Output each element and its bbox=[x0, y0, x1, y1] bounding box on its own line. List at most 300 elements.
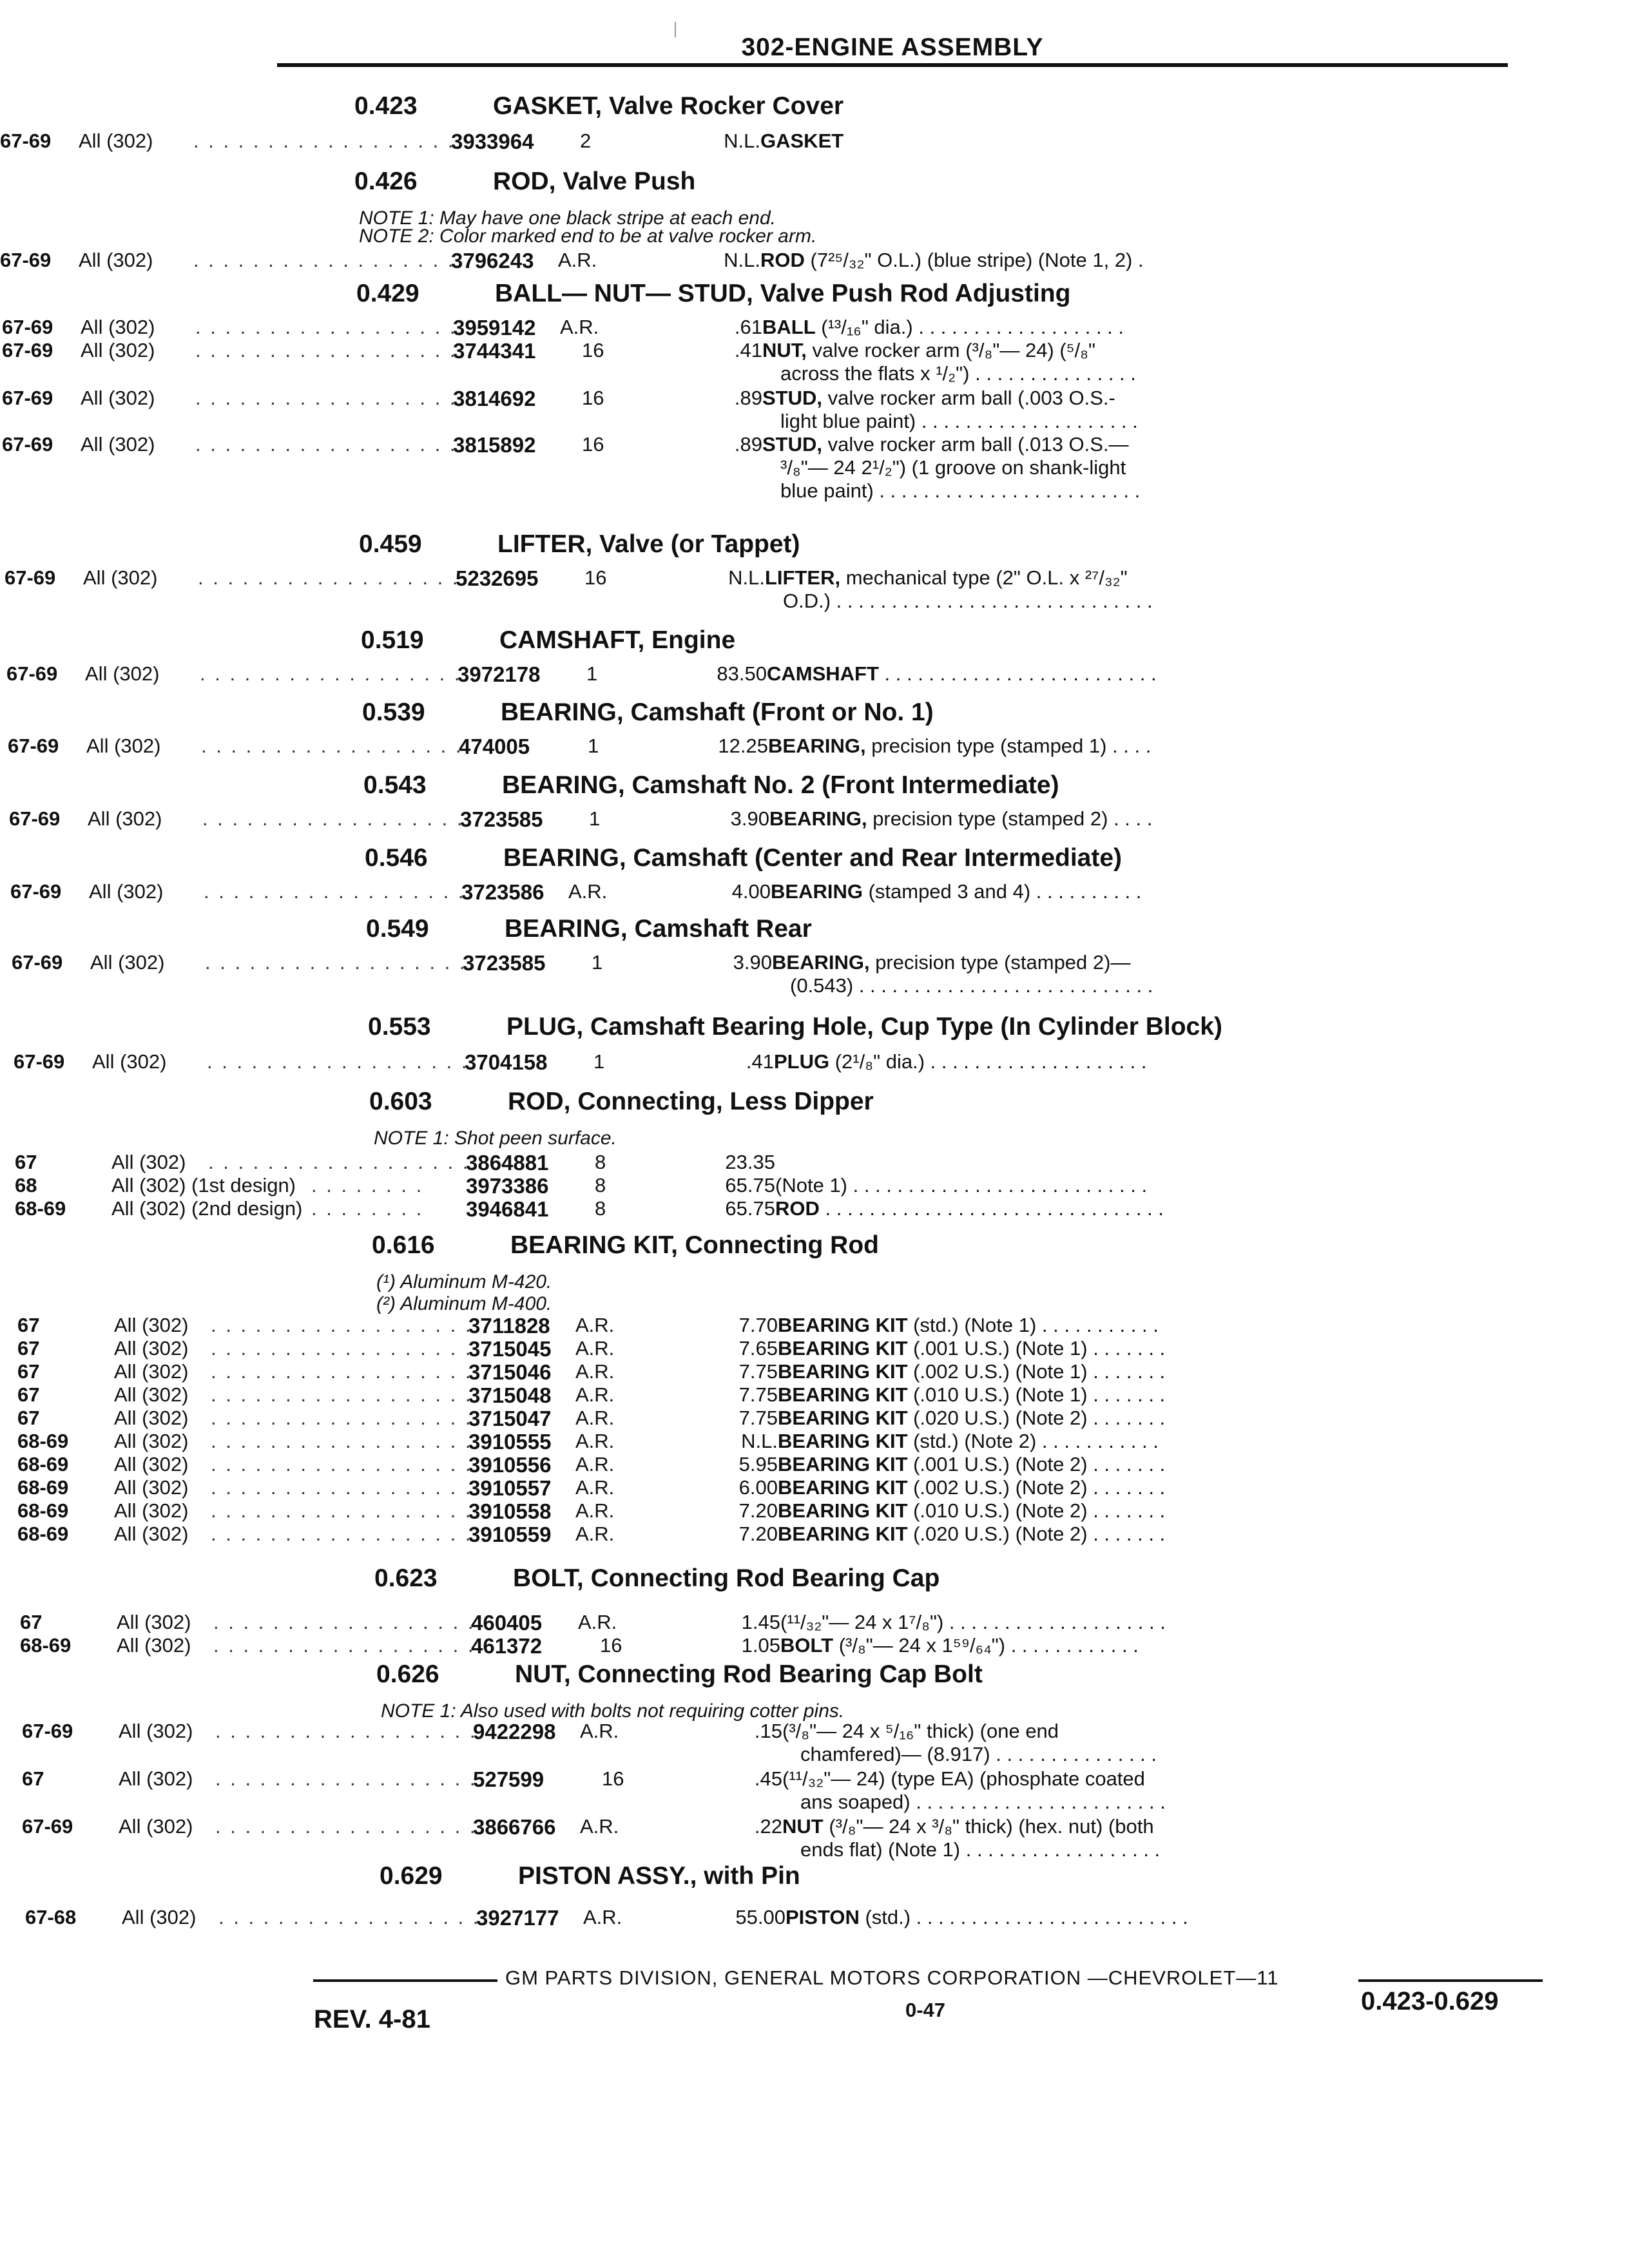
part-row bbox=[0, 1050, 1629, 1075]
model-description: All (302) bbox=[81, 387, 155, 409]
description-text: (.001 U.S.) (Note 2) . . . . . . . bbox=[907, 1453, 1166, 1475]
description-keyword: BEARING KIT bbox=[778, 1430, 908, 1452]
section-note: NOTE 2: Color marked end to be at valve rocker arm. bbox=[359, 226, 817, 247]
description-keyword: LIFTER, bbox=[765, 566, 841, 589]
model-description: All (302) bbox=[119, 1767, 193, 1790]
leader-dots: . . . . . . . . . . . . . . . . . . bbox=[201, 735, 463, 757]
model-years: 67-69 bbox=[2, 316, 53, 338]
description-text: (¹¹/₃₂"— 24) (type EA) (phosphate coated bbox=[782, 1767, 1145, 1790]
description-continuation: chamfered)— (8.917) . . . . . . . . . . . . . . . bbox=[800, 1743, 1157, 1765]
price: .45 bbox=[754, 1767, 782, 1790]
price: N.L. bbox=[728, 566, 765, 589]
leader-dots: . . . . . . . . . . . . . . . . . . bbox=[207, 1050, 469, 1073]
part-row bbox=[0, 1430, 1629, 1454]
model-description: All (302) bbox=[79, 249, 153, 271]
model-description: All (302) bbox=[117, 1611, 191, 1633]
part-row bbox=[0, 1383, 1629, 1408]
footer-rule-right bbox=[1358, 1979, 1543, 1982]
leader-dots: . . . . . . . . . . . . . . . . . . bbox=[211, 1476, 473, 1499]
part-row bbox=[0, 1360, 1629, 1385]
part-description bbox=[778, 1407, 1165, 1430]
quantity: A.R. bbox=[580, 1720, 619, 1742]
part-number: 3796243 bbox=[451, 249, 534, 273]
model-description: All (302) bbox=[111, 1151, 186, 1173]
part-description bbox=[778, 1453, 1165, 1476]
section-name: BOLT, Connecting Rod Bearing Cap bbox=[513, 1564, 940, 1592]
section-heading bbox=[368, 1013, 1222, 1046]
quantity: 16 bbox=[582, 339, 604, 361]
description-keyword: ROD bbox=[775, 1197, 820, 1220]
model-years: 67-69 bbox=[0, 130, 52, 152]
model-description: All (302) bbox=[114, 1499, 189, 1522]
quantity: 1 bbox=[588, 735, 599, 757]
section-note: (²) Aluminum M-400. bbox=[376, 1293, 552, 1314]
part-row bbox=[0, 1720, 1629, 1765]
description-keyword: BEARING bbox=[771, 880, 863, 903]
part-number: 3723585 bbox=[460, 807, 543, 831]
part-description bbox=[775, 1174, 1147, 1197]
part-row bbox=[0, 1197, 1629, 1222]
description-text: valve rocker arm ball (.003 O.S.- bbox=[822, 387, 1115, 409]
quantity: A.R. bbox=[575, 1476, 615, 1499]
model-years: 67-69 bbox=[0, 249, 52, 271]
part-number: 3910558 bbox=[468, 1499, 552, 1523]
description-keyword: PLUG bbox=[774, 1050, 830, 1073]
price: 7.75 bbox=[738, 1383, 778, 1406]
description-text: . . . . . . . . . . . . . . . . . . . . . . . . . . . . . . . bbox=[819, 1197, 1164, 1220]
leader-dots: . . . . . . . . . . . . . . . . . . bbox=[195, 387, 458, 409]
price: 83.50 bbox=[717, 662, 767, 685]
price: 3.90 bbox=[730, 807, 769, 830]
model-years: 67 bbox=[20, 1611, 43, 1633]
section-heading bbox=[366, 915, 812, 948]
part-number: 3864881 bbox=[466, 1151, 549, 1175]
model-description: All (302) bbox=[114, 1476, 189, 1499]
description-continuation: ³/₈"— 24 2¹/₂") (1 groove on shank-light bbox=[780, 456, 1126, 479]
model-description: All (302) bbox=[86, 735, 161, 757]
model-description: All (302) bbox=[85, 662, 160, 685]
part-number: 3723586 bbox=[461, 880, 545, 904]
model-description: All (302) bbox=[119, 1815, 193, 1838]
description-keyword: NUT bbox=[782, 1815, 824, 1838]
part-row bbox=[0, 1767, 1629, 1813]
part-row bbox=[0, 1634, 1629, 1658]
quantity: 1 bbox=[593, 1050, 605, 1073]
footer-page-number: 0-47 bbox=[905, 1999, 946, 2021]
model-description: All (302) bbox=[88, 807, 162, 830]
part-number: 461372 bbox=[471, 1634, 543, 1658]
part-number: 3715047 bbox=[468, 1407, 552, 1430]
quantity: A.R. bbox=[560, 316, 599, 338]
section-name: NUT, Connecting Rod Bearing Cap Bolt bbox=[515, 1660, 983, 1688]
model-years: 68-69 bbox=[15, 1197, 66, 1220]
model-years: 67-69 bbox=[2, 387, 53, 409]
part-section bbox=[0, 1013, 1629, 1074]
model-description: All (302) bbox=[90, 951, 165, 974]
price: .89 bbox=[734, 433, 762, 456]
part-row bbox=[0, 1453, 1629, 1477]
description-text: (³/₈"— 24 x 1⁵⁹/₆₄") . . . . . . . . . . . . bbox=[833, 1634, 1139, 1657]
description-text: mechanical type (2" O.L. x ²⁷/₃₂" bbox=[840, 566, 1128, 589]
leader-dots: . . . . . . . . . . . . . . . . . . bbox=[211, 1499, 473, 1522]
model-description: All (302) bbox=[119, 1720, 193, 1742]
price: 3.90 bbox=[733, 951, 772, 974]
section-name: ROD, Valve Push bbox=[493, 168, 696, 195]
model-description: All (302) bbox=[114, 1407, 189, 1429]
part-description bbox=[774, 1050, 1147, 1073]
part-row bbox=[0, 1815, 1629, 1861]
description-keyword: BEARING KIT bbox=[778, 1407, 908, 1429]
part-number: 3910559 bbox=[468, 1523, 552, 1546]
part-description bbox=[780, 1634, 1139, 1657]
model-description: All (302) bbox=[81, 339, 155, 361]
leader-dots: . . . . . . . . . . . . . . . . . . bbox=[198, 566, 460, 589]
description-continuation: ends flat) (Note 1) . . . . . . . . . . . . . . . . . . bbox=[800, 1838, 1161, 1861]
quantity: A.R. bbox=[575, 1523, 615, 1545]
description-text: (stamped 3 and 4) . . . . . . . . . . bbox=[862, 880, 1142, 903]
part-number: 474005 bbox=[459, 735, 530, 758]
quantity: 8 bbox=[595, 1151, 606, 1173]
model-years: 67 bbox=[17, 1337, 40, 1360]
description-keyword: STUD, bbox=[762, 387, 822, 409]
part-row bbox=[0, 807, 1629, 832]
description-keyword: BEARING KIT bbox=[778, 1476, 908, 1499]
part-description bbox=[769, 807, 1152, 831]
section-heading bbox=[362, 698, 934, 732]
model-description: All (302) bbox=[83, 566, 158, 589]
part-section bbox=[0, 1088, 1629, 1221]
quantity: A.R. bbox=[575, 1453, 615, 1475]
part-number: 3933964 bbox=[451, 130, 534, 153]
model-description: All (302) bbox=[81, 433, 155, 456]
description-keyword: BEARING KIT bbox=[778, 1360, 908, 1383]
part-description bbox=[762, 339, 1095, 362]
leader-dots: . . . . . . . . . . . . . . . . . . bbox=[211, 1360, 473, 1383]
part-row bbox=[0, 662, 1629, 687]
leader-dots: . . . . . . . . . . . . . . . . . . bbox=[195, 339, 458, 361]
description-text: (std.) (Note 1) . . . . . . . . . . . bbox=[907, 1314, 1159, 1336]
description-continuation: across the flats x ¹/₂") . . . . . . . . . . . . . . . bbox=[780, 362, 1136, 385]
description-text: (.001 U.S.) (Note 1) . . . . . . . bbox=[907, 1337, 1166, 1360]
price: .22 bbox=[754, 1815, 782, 1838]
part-section bbox=[0, 168, 1629, 273]
part-description bbox=[778, 1314, 1159, 1337]
description-text: precision type (stamped 2) . . . . bbox=[867, 807, 1153, 830]
quantity: 16 bbox=[602, 1767, 624, 1790]
price: 7.20 bbox=[738, 1499, 778, 1522]
model-description: All (302) (1st design) bbox=[111, 1174, 296, 1196]
part-number: 3972178 bbox=[458, 662, 541, 686]
description-keyword: CAMSHAFT bbox=[767, 662, 879, 685]
part-description bbox=[782, 1767, 1145, 1791]
leader-dots: . . . . . . . . . . . . . . . . . . bbox=[215, 1767, 477, 1790]
part-row bbox=[0, 951, 1629, 997]
part-row bbox=[0, 387, 1629, 432]
model-years: 67 bbox=[17, 1314, 40, 1336]
section-note: NOTE 1: Also used with bolts not requiring cotter pins. bbox=[381, 1700, 845, 1722]
part-number: 3715046 bbox=[468, 1360, 552, 1384]
price: 12.25 bbox=[718, 735, 768, 757]
description-keyword: BEARING KIT bbox=[778, 1523, 908, 1545]
part-row bbox=[0, 316, 1629, 340]
leader-dots: . . . . . . . . bbox=[311, 1197, 424, 1220]
part-number: 3704158 bbox=[465, 1050, 548, 1074]
quantity: 1 bbox=[592, 951, 603, 974]
part-description bbox=[762, 316, 1124, 339]
section-number: 0.549 bbox=[366, 915, 429, 943]
section-number: 0.429 bbox=[356, 280, 419, 307]
part-description bbox=[778, 1476, 1165, 1499]
footer-section-range: 0.423-0.629 bbox=[1361, 1987, 1499, 2015]
part-number: 5232695 bbox=[456, 566, 539, 590]
model-years: 67-69 bbox=[5, 566, 56, 589]
part-row bbox=[0, 1174, 1629, 1198]
quantity: 1 bbox=[589, 807, 601, 830]
part-description bbox=[778, 1499, 1165, 1523]
model-description: All (302) bbox=[117, 1634, 191, 1657]
description-text: (.020 U.S.) (Note 2) . . . . . . . bbox=[907, 1523, 1166, 1545]
section-number: 0.553 bbox=[368, 1013, 431, 1041]
part-section bbox=[0, 915, 1629, 997]
description-continuation: light blue paint) . . . . . . . . . . . . . . . . . . . . bbox=[780, 410, 1138, 432]
section-heading bbox=[376, 1660, 983, 1694]
part-description bbox=[778, 1337, 1165, 1360]
section-name: BEARING, Camshaft (Center and Rear Intermediate) bbox=[503, 844, 1123, 872]
leader-dots: . . . . . . . . bbox=[311, 1174, 424, 1196]
part-row bbox=[0, 1337, 1629, 1361]
model-years: 67-69 bbox=[22, 1720, 73, 1742]
section-name: CAMSHAFT, Engine bbox=[499, 626, 736, 654]
part-description bbox=[772, 951, 1130, 974]
section-number: 0.629 bbox=[380, 1862, 443, 1890]
footer-rule-left bbox=[313, 1979, 497, 1982]
section-heading bbox=[361, 626, 735, 660]
description-text: (2¹/₈" dia.) . . . . . . . . . . . . . . . . . . . . bbox=[829, 1050, 1147, 1073]
part-number: 3927177 bbox=[476, 1906, 559, 1930]
description-text: (std.) (Note 2) . . . . . . . . . . . bbox=[907, 1430, 1159, 1452]
leader-dots: . . . . . . . . . . . . . . . . . . bbox=[211, 1523, 473, 1545]
section-name: BEARING, Camshaft (Front or No. 1) bbox=[501, 698, 934, 726]
price: N.L. bbox=[741, 1430, 778, 1452]
part-number: 460405 bbox=[471, 1611, 543, 1635]
description-text: (¹³/₁₆" dia.) . . . . . . . . . . . . . . . . . . . bbox=[815, 316, 1124, 338]
leader-dots: . . . . . . . . . . . . . . . . . . bbox=[211, 1337, 473, 1360]
price: 4.00 bbox=[731, 880, 771, 903]
quantity: 8 bbox=[595, 1197, 606, 1220]
part-description bbox=[762, 433, 1129, 456]
part-row bbox=[0, 1611, 1629, 1635]
part-description bbox=[778, 1360, 1165, 1383]
part-section bbox=[0, 771, 1629, 831]
section-number: 0.546 bbox=[365, 844, 428, 872]
description-text: precision type (stamped 1) . . . . bbox=[865, 735, 1152, 757]
part-row bbox=[0, 1314, 1629, 1338]
part-number: 3815892 bbox=[453, 433, 536, 457]
part-description bbox=[765, 566, 1128, 590]
part-description bbox=[762, 387, 1115, 410]
section-name: ROD, Connecting, Less Dipper bbox=[508, 1088, 874, 1115]
price: 7.75 bbox=[738, 1360, 778, 1383]
model-description: All (302) bbox=[81, 316, 155, 338]
model-description: All (302) bbox=[122, 1906, 197, 1928]
part-number: 3711828 bbox=[468, 1314, 550, 1338]
price: .41 bbox=[746, 1050, 774, 1073]
description-continuation: (0.543) . . . . . . . . . . . . . . . . . . . . . . . . . . . bbox=[790, 974, 1153, 997]
section-number: 0.459 bbox=[359, 530, 422, 558]
part-row bbox=[0, 1906, 1629, 1930]
model-years: 67-69 bbox=[8, 735, 59, 757]
description-keyword: ROD bbox=[760, 249, 805, 271]
price: .89 bbox=[734, 387, 762, 409]
leader-dots: . . . . . . . . . . . . . . . . . . bbox=[211, 1430, 473, 1452]
section-name: BEARING, Camshaft No. 2 (Front Intermediate) bbox=[502, 771, 1059, 799]
model-years: 67-69 bbox=[14, 1050, 65, 1073]
model-years: 67 bbox=[15, 1151, 37, 1173]
price: 7.75 bbox=[738, 1407, 778, 1429]
section-heading bbox=[363, 771, 1059, 805]
model-years: 67-69 bbox=[10, 880, 62, 903]
leader-dots: . . . . . . . . . . . . . . . . . . bbox=[213, 1634, 476, 1657]
section-name: LIFTER, Valve (or Tappet) bbox=[497, 530, 800, 558]
price: .61 bbox=[734, 316, 762, 338]
model-years: 68-69 bbox=[17, 1430, 69, 1452]
model-description: All (302) bbox=[79, 130, 153, 152]
quantity: 16 bbox=[582, 433, 604, 456]
description-text: (.010 U.S.) (Note 1) . . . . . . . bbox=[907, 1383, 1166, 1406]
model-description: All (302) bbox=[114, 1360, 189, 1383]
section-heading bbox=[354, 92, 843, 126]
description-text: (std.) . . . . . . . . . . . . . . . . . . . . . . . . . bbox=[859, 1906, 1188, 1928]
part-description bbox=[786, 1906, 1188, 1929]
section-name: BEARING, Camshaft Rear bbox=[505, 915, 812, 943]
header-rule bbox=[277, 63, 1508, 67]
part-description bbox=[767, 662, 1157, 686]
leader-dots: . . . . . . . . . . . . . . . . . . bbox=[211, 1383, 473, 1406]
model-years: 67-69 bbox=[9, 807, 61, 830]
description-continuation: ans soaped) . . . . . . . . . . . . . . . . . . . . . . . bbox=[800, 1791, 1166, 1813]
description-continuation: O.D.) . . . . . . . . . . . . . . . . . . . . . . . . . . . . . bbox=[783, 590, 1153, 612]
section-heading bbox=[365, 844, 1122, 878]
section-name: BEARING KIT, Connecting Rod bbox=[510, 1231, 879, 1259]
section-heading bbox=[372, 1231, 879, 1265]
price: 65.75 bbox=[725, 1197, 775, 1220]
leader-dots: . . . . . . . . . . . . . . . . . . bbox=[195, 316, 458, 338]
price: 6.00 bbox=[738, 1476, 778, 1499]
quantity: A.R. bbox=[575, 1337, 615, 1360]
part-section bbox=[0, 1231, 1629, 1546]
description-keyword: PISTON bbox=[786, 1906, 860, 1928]
quantity: A.R. bbox=[580, 1815, 619, 1838]
section-name: PISTON ASSY., with Pin bbox=[518, 1862, 800, 1890]
part-row bbox=[0, 433, 1629, 502]
section-number: 0.603 bbox=[369, 1088, 432, 1115]
price: 5.95 bbox=[738, 1453, 778, 1475]
part-row bbox=[0, 1151, 1629, 1175]
footer-revision: REV. 4-81 bbox=[314, 2005, 430, 2033]
quantity: 8 bbox=[595, 1174, 606, 1196]
part-row bbox=[0, 1499, 1629, 1524]
description-text: (.002 U.S.) (Note 2) . . . . . . . bbox=[907, 1476, 1166, 1499]
part-number: 3866766 bbox=[473, 1815, 556, 1839]
description-keyword: BEARING KIT bbox=[778, 1453, 908, 1475]
quantity: A.R. bbox=[575, 1407, 615, 1429]
part-number: 3959142 bbox=[453, 316, 536, 340]
part-row bbox=[0, 1476, 1629, 1501]
price: 7.70 bbox=[738, 1314, 778, 1336]
leader-dots: . . . . . . . . . . . . . . . . . . bbox=[195, 433, 458, 456]
description-keyword: BEARING, bbox=[772, 951, 870, 974]
section-note: NOTE 1: Shot peen surface. bbox=[374, 1128, 617, 1149]
part-row bbox=[0, 249, 1629, 273]
part-row bbox=[0, 130, 1629, 154]
model-description: All (302) bbox=[114, 1314, 189, 1336]
description-keyword: BEARING KIT bbox=[778, 1337, 908, 1360]
part-row bbox=[0, 1523, 1629, 1547]
model-description: All (302) (2nd design) bbox=[111, 1197, 303, 1220]
part-description bbox=[778, 1430, 1159, 1453]
part-number: 3946841 bbox=[466, 1197, 549, 1221]
part-section bbox=[0, 844, 1629, 904]
model-description: All (302) bbox=[114, 1337, 189, 1360]
part-number: 3744341 bbox=[453, 339, 536, 363]
description-continuation: blue paint) . . . . . . . . . . . . . . . . . . . . . . . . bbox=[780, 479, 1141, 502]
quantity: A.R. bbox=[578, 1611, 617, 1633]
part-row bbox=[0, 339, 1629, 385]
part-section bbox=[0, 1862, 1629, 1930]
leader-dots: . . . . . . . . . . . . . . . . . . bbox=[205, 951, 467, 974]
part-description bbox=[768, 735, 1151, 758]
price: 1.45 bbox=[741, 1611, 780, 1633]
price: .41 bbox=[734, 339, 762, 361]
description-text: (³/₈"— 24 x ³/₈" thick) (hex. nut) (both bbox=[823, 1815, 1154, 1838]
description-text: (.010 U.S.) (Note 2) . . . . . . . bbox=[907, 1499, 1166, 1522]
leader-dots: . . . . . . . . . . . . . . . . . . bbox=[218, 1906, 481, 1928]
description-keyword: BOLT bbox=[780, 1634, 834, 1657]
description-keyword: BEARING, bbox=[768, 735, 866, 757]
quantity: A.R. bbox=[558, 249, 597, 271]
part-row bbox=[0, 880, 1629, 905]
model-description: All (302) bbox=[114, 1453, 189, 1475]
model-years: 67-68 bbox=[25, 1906, 77, 1928]
price: 7.20 bbox=[738, 1523, 778, 1545]
model-years: 67-69 bbox=[6, 662, 58, 685]
page-header bbox=[277, 32, 1508, 86]
description-text: (7²⁵/₃₂" O.L.) (blue stripe) (Note 1, 2) . bbox=[804, 249, 1144, 271]
price: 1.05 bbox=[741, 1634, 780, 1657]
section-name: GASKET, Valve Rocker Cover bbox=[493, 92, 844, 120]
part-description bbox=[778, 1383, 1165, 1407]
part-number: 9422298 bbox=[473, 1720, 556, 1744]
section-number: 0.623 bbox=[374, 1564, 438, 1592]
section-name: PLUG, Camshaft Bearing Hole, Cup Type (In Cylinder Block) bbox=[506, 1013, 1222, 1041]
model-description: All (302) bbox=[114, 1523, 189, 1545]
model-years: 68-69 bbox=[17, 1523, 69, 1545]
part-section bbox=[0, 280, 1629, 502]
leader-dots: . . . . . . . . . . . . . . . . . . bbox=[208, 1151, 470, 1173]
section-note: (¹) Aluminum M-420. bbox=[376, 1271, 552, 1293]
part-description bbox=[775, 1197, 1164, 1220]
description-keyword: BALL bbox=[762, 316, 816, 338]
description-text: precision type (stamped 2)— bbox=[869, 951, 1131, 974]
part-number: 3715048 bbox=[468, 1383, 552, 1407]
model-years: 68-69 bbox=[20, 1634, 72, 1657]
price: N.L. bbox=[724, 130, 760, 152]
model-years: 67-69 bbox=[2, 339, 53, 361]
leader-dots: . . . . . . . . . . . . . . . . . . bbox=[193, 249, 456, 271]
part-description bbox=[778, 1523, 1165, 1546]
model-years: 68-69 bbox=[17, 1499, 69, 1522]
page-title: 302-ENGINE ASSEMBLY bbox=[741, 34, 1044, 61]
